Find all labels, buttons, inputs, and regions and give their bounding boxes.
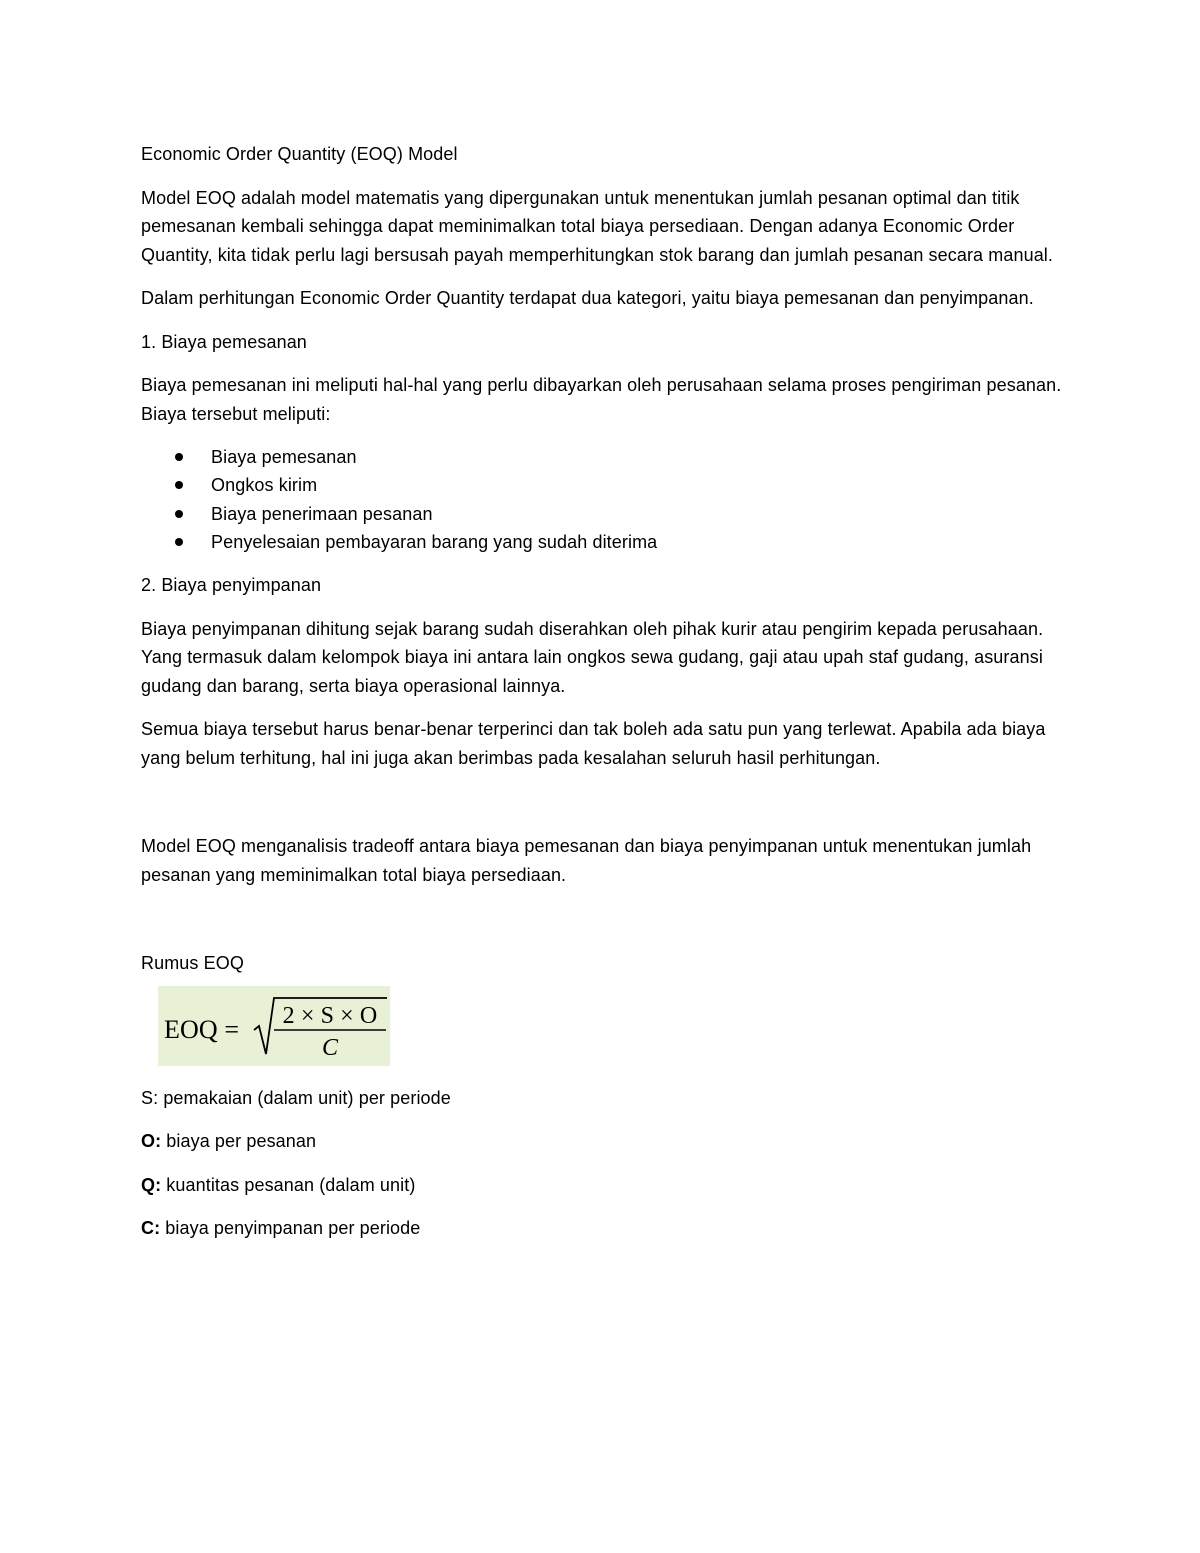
- document-page: [141, 140, 1071, 1258]
- definition-key: S:: [141, 1087, 159, 1108]
- bullet-text: Ongkos kirim: [211, 475, 318, 496]
- bullet-icon: [175, 453, 183, 461]
- definition-o: [141, 1127, 1071, 1156]
- section1-text: Biaya pemesanan ini meliputi hal-hal yang perlu dibayarkan oleh perusahaan selama proses pengiriman pesanan. Biaya tersebut meliputi:: [141, 375, 1062, 424]
- definition-text: biaya per pesanan: [161, 1131, 317, 1152]
- bullet-icon: [175, 481, 183, 489]
- definition-text: pemakaian (dalam unit) per periode: [158, 1087, 451, 1108]
- bullet-icon: [175, 510, 183, 518]
- definition-q: [141, 1171, 1071, 1200]
- bullet-text: Biaya penerimaan pesanan: [211, 503, 433, 524]
- list-item: [141, 528, 1071, 556]
- section1-bullet-list: [141, 443, 1071, 556]
- intro-paragraph-2: Dalam perhitungan Economic Order Quantity terdapat dua kategori, yaitu biaya pemesanan dan penyimpanan.: [141, 288, 1034, 308]
- formula-denominator: C: [321, 1034, 339, 1061]
- formula-heading: Rumus EOQ: [141, 953, 244, 974]
- section1-heading: 1. Biaya pemesanan: [141, 331, 307, 352]
- list-item: [141, 471, 1071, 499]
- bullet-text: Penyelesaian pembayaran barang yang sudah diterima: [211, 531, 658, 552]
- document-title: Economic Order Quantity (EOQ) Model: [141, 144, 458, 164]
- definition-text: kuantitas pesanan (dalam unit): [161, 1174, 416, 1195]
- definition-s: [141, 1084, 1071, 1113]
- eoq-formula-image: [158, 986, 390, 1066]
- note-paragraph: Semua biaya tersebut harus benar-benar terperinci dan tak boleh ada satu pun yang terlewat. Apabila ada biaya yang belum terhitung, hal ini juga akan berimbas pada kesalahan seluruh hasil perhitungan.: [141, 719, 1046, 768]
- spacer: [141, 787, 1071, 832]
- definition-text: biaya penyimpanan per periode: [160, 1218, 421, 1239]
- bullet-text: Biaya pemesanan: [211, 447, 357, 467]
- list-item: [141, 500, 1071, 528]
- definition-key: O:: [141, 1131, 162, 1152]
- definition-key: Q:: [141, 1174, 162, 1195]
- spacer: [141, 904, 1071, 949]
- section2-text: Biaya penyimpanan dihitung sejak barang sudah diserahkan oleh pihak kurir atau pengirim kepada perusahaan. Yang termasuk dalam kelompok biaya ini antara lain ongkos sewa gudang, gaji atau upah staf gudang, asuransi gudang dan barang, serta biaya operasional lainnya.: [141, 618, 1044, 696]
- eoq-formula: [158, 986, 390, 1066]
- definition-key: C:: [141, 1218, 161, 1239]
- bullet-icon: [175, 538, 183, 546]
- section2-heading: 2. Biaya penyimpanan: [141, 575, 322, 596]
- list-item: [141, 443, 1071, 471]
- definition-c: [141, 1214, 1071, 1243]
- intro-paragraph-1: Model EOQ adalah model matematis yang dipergunakan untuk menentukan jumlah pesanan optimal dan titik pemesanan kembali sehingga dapat meminimalkan total biaya persediaan. Dengan adanya Economic Order Quantity, kita tidak perlu lagi bersusah payah memperhitungkan stok barang dan jumlah pesanan secara manual.: [141, 187, 1054, 265]
- tradeoff-paragraph: Model EOQ menganalisis tradeoff antara biaya pemesanan dan biaya penyimpanan untuk menentukan jumlah pesanan yang meminimalkan total biaya persediaan.: [141, 836, 1032, 885]
- formula-numerator: 2 × S × O: [282, 1002, 378, 1029]
- formula-lhs: EOQ =: [164, 1014, 240, 1044]
